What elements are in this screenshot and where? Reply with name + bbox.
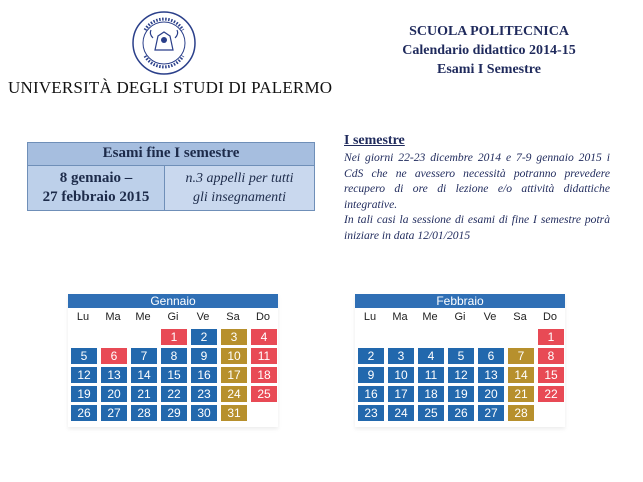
- calendar-day-cell: 6: [478, 348, 504, 364]
- calendar-day-cell: 9: [358, 367, 384, 383]
- calendar-febbraio: [355, 294, 565, 427]
- calendar-day-cell: 13: [478, 367, 504, 383]
- calendar-day-cell: 28: [508, 405, 534, 421]
- calendar-day-cell: 18: [251, 367, 277, 383]
- calendar-empty-cell: [478, 329, 504, 345]
- calendar-day-cell: 23: [191, 386, 217, 402]
- calendar-day-cell: 24: [388, 405, 414, 421]
- calendar-day-cell: 21: [508, 386, 534, 402]
- calendar-empty-cell: [418, 329, 444, 345]
- exam-period-row: [28, 166, 314, 210]
- calendar-day-cell: 25: [251, 386, 277, 402]
- calendar-day-cell: 9: [191, 348, 217, 364]
- calendar-day-cell: 7: [131, 348, 157, 364]
- exam-date-start: 8 gennaio –: [59, 170, 133, 186]
- calendar-day-cell: 20: [478, 386, 504, 402]
- weekday-label: Sa: [226, 311, 240, 323]
- calendar-day-cell: 11: [418, 367, 444, 383]
- calendar-day-cell: 26: [448, 405, 474, 421]
- calendar-day-cell: 22: [161, 386, 187, 402]
- calendar-empty-cell: [101, 329, 127, 345]
- calendar-day-cell: 22: [538, 386, 564, 402]
- calendar-day-cell: 15: [538, 367, 564, 383]
- calendar-day-cell: 29: [161, 405, 187, 421]
- calendar-day-cell: 30: [191, 405, 217, 421]
- calendar-day-cell: 4: [251, 329, 277, 345]
- calendar-day-cell: 2: [191, 329, 217, 345]
- calendar-day-cell: 16: [191, 367, 217, 383]
- calendar-day-cell: 27: [101, 405, 127, 421]
- calendar-day-cell: 13: [101, 367, 127, 383]
- calendar-day-cell: 4: [418, 348, 444, 364]
- calendar-day-cell: 15: [161, 367, 187, 383]
- calendar-day-cell: 21: [131, 386, 157, 402]
- calendar-day-cell: 24: [221, 386, 247, 402]
- calendar-day-cell: 28: [131, 405, 157, 421]
- semester-notes: [344, 133, 610, 243]
- calendar-empty-cell: [388, 329, 414, 345]
- calendar-day-cell: 8: [161, 348, 187, 364]
- university-seal-icon: [131, 10, 197, 76]
- calendar-title: Calendario didattico 2014-15: [402, 43, 576, 58]
- calendar-empty-cell: [448, 329, 474, 345]
- calendar-day-cell: 12: [448, 367, 474, 383]
- calendar-day-cell: 14: [131, 367, 157, 383]
- calendar-day-cell: 14: [508, 367, 534, 383]
- calendar-day-cell: 26: [71, 405, 97, 421]
- calendar-day-cell: 1: [161, 329, 187, 345]
- calendar-day-cell: 23: [358, 405, 384, 421]
- calendar-day-cell: 1: [538, 329, 564, 345]
- calendar-day-cell: 6: [101, 348, 127, 364]
- calendar-day-cell: 8: [538, 348, 564, 364]
- weekday-label: Do: [255, 311, 271, 323]
- university-logo-block: [8, 10, 333, 97]
- calendar-empty-cell: [131, 329, 157, 345]
- calendar-empty-cell: [358, 329, 384, 345]
- calendar-day-cell: 17: [388, 386, 414, 402]
- calendar-day-cell: 5: [71, 348, 97, 364]
- exam-period-note: [165, 166, 314, 210]
- weekday-label: Lu: [76, 311, 90, 323]
- weekday-label: Ve: [483, 311, 497, 323]
- calendar-day-cell: 11: [251, 348, 277, 364]
- exam-period-table: [27, 142, 315, 211]
- semester-paragraph-2: In tali casi la sessione di esami di fine I semestre potrà iniziare in data 12/01/2015: [344, 213, 610, 242]
- calendar-day-cell: 20: [101, 386, 127, 402]
- calendar-month-title: Febbraio: [355, 294, 565, 308]
- calendar-day-cell: 18: [418, 386, 444, 402]
- weekday-label: Ma: [105, 311, 121, 323]
- exam-period-title: Esami fine I semestre: [28, 143, 314, 166]
- semester-paragraph-1: Nei giorni 22-23 dicembre 2014 e 7-9 gennaio 2015 i CdS che ne avessero necessità potranno prevedere recupero di ore di lezione e/o attività didattiche integrative.: [344, 151, 610, 211]
- calendar-day-cell: 2: [358, 348, 384, 364]
- calendar-day-cell: 3: [388, 348, 414, 364]
- weekday-header: [68, 311, 278, 325]
- calendar-empty-cell: [71, 329, 97, 345]
- calendar-gennaio: [68, 294, 278, 427]
- calendar-day-cell: 27: [478, 405, 504, 421]
- weekday-label: Me: [135, 311, 151, 323]
- calendar-day-cell: 7: [508, 348, 534, 364]
- exams-subtitle: Esami I Semestre: [437, 62, 541, 77]
- weekday-label: Ve: [196, 311, 210, 323]
- calendar-month-title: Gennaio: [68, 294, 278, 308]
- calendar-empty-cell: [508, 329, 534, 345]
- calendar-day-cell: 16: [358, 386, 384, 402]
- weekday-label: Sa: [513, 311, 527, 323]
- calendar-day-cell: 12: [71, 367, 97, 383]
- calendar-day-cell: 19: [71, 386, 97, 402]
- school-name: SCUOLA POLITECNICA: [409, 24, 569, 39]
- calendar-day-cell: 17: [221, 367, 247, 383]
- calendar-day-cell: 5: [448, 348, 474, 364]
- weekday-label: Ma: [392, 311, 408, 323]
- calendar-day-grid: [71, 329, 278, 421]
- exam-period-dates: [28, 166, 165, 210]
- weekday-header: [355, 311, 565, 325]
- calendar-day-cell: 31: [221, 405, 247, 421]
- calendar-day-cell: 10: [221, 348, 247, 364]
- exam-note-line2: gli insegnamenti: [193, 190, 286, 205]
- calendar-day-cell: 3: [221, 329, 247, 345]
- calendar-day-grid: [358, 329, 565, 421]
- weekday-label: Do: [542, 311, 558, 323]
- calendar-day-cell: 25: [418, 405, 444, 421]
- exam-note-line1: n.3 appelli per tutti: [185, 171, 294, 186]
- document-header: [369, 22, 609, 79]
- calendar-day-cell: 19: [448, 386, 474, 402]
- semester-title: I semestre: [344, 133, 405, 148]
- university-name: UNIVERSITÀ DEGLI STUDI DI PALERMO: [8, 78, 333, 97]
- calendar-day-cell: 10: [388, 367, 414, 383]
- weekday-label: Me: [422, 311, 438, 323]
- weekday-label: Gi: [167, 311, 179, 323]
- weekday-label: Gi: [454, 311, 466, 323]
- weekday-label: Lu: [363, 311, 377, 323]
- exam-date-end: 27 febbraio 2015: [42, 189, 150, 205]
